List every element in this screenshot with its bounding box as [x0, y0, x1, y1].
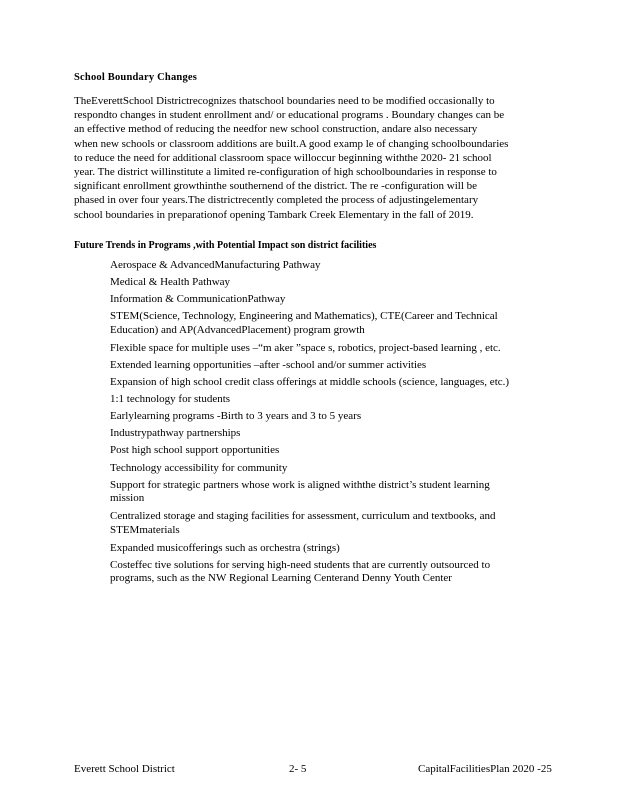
list-item [90, 359, 550, 372]
list-item [90, 510, 550, 537]
list-item [90, 393, 550, 406]
list-item-text [110, 342, 550, 355]
paragraph-line: when new schools or classroom additions are built.A good examp le of changing schoolboundaries [74, 137, 509, 150]
footer-document-title: CapitalFacilitiesPlan 2020 -25 [418, 763, 552, 775]
list-item-line: Industrypathway partnerships [110, 427, 241, 440]
list-item-line: STEMmaterials [110, 523, 180, 536]
list-item-text [110, 427, 550, 440]
list-item-line: Flexible space for multiple uses –“m aker ”space s, robotics, project-based learning , etc. [110, 341, 501, 354]
list-item-line: Technology accessibility for community [110, 461, 288, 474]
school-boundary-changes-paragraph [74, 94, 554, 222]
list-item [90, 342, 550, 355]
paragraph-line: significant enrollment growthinthe southernend of the district. The re -configuration will be [74, 180, 478, 193]
future-trends-list [90, 259, 550, 591]
list-item-line: Medical & Health Pathway [110, 276, 231, 289]
paragraph-line: school boundaries in preparationof opening Tambark Creek Elementary in the fall of 2019. [74, 208, 474, 221]
section-heading-school-boundary-changes: School Boundary Changes [74, 72, 198, 83]
list-item-text [110, 410, 550, 423]
list-item-text [110, 376, 550, 389]
list-item [90, 542, 550, 555]
list-item-text [110, 293, 550, 306]
paragraph-line: year. The district willinstitute a limited re-configuration of high schoolboundaries in response to [74, 166, 497, 179]
list-item-text [110, 559, 550, 586]
list-item-text [110, 462, 550, 475]
list-item-line: Earlylearning programs -Birth to 3 years and 3 to 5 years [110, 410, 362, 423]
list-item-line: Information & CommunicationPathway [110, 293, 286, 306]
paragraph-line: an effective method of reducing the needfor new school construction, andare also necessary [74, 123, 478, 136]
footer-page-number: 2- 5 [289, 763, 307, 775]
list-item-line: Expanded musicofferings such as orchestra (strings) [110, 541, 340, 554]
section-heading-future-trends: Future Trends in Programs ,with Potential Impact son district facilities [74, 240, 377, 251]
list-item-line: Support for strategic partners whose work is aligned withthe district’s student learning [110, 478, 490, 491]
footer-district-name: Everett School District [74, 763, 175, 775]
list-item [90, 559, 550, 586]
list-item-line: Costeffec tive solutions for serving high-need students that are currently outsourced to [110, 558, 491, 571]
list-item-text [110, 259, 550, 272]
paragraph-line: to reduce the need for additional classroom space willoccur beginning withthe 2020- 21 school [74, 151, 492, 164]
paragraph-line: phased in over four years.The districtrecently completed the process of adjustingelementary [74, 194, 479, 207]
list-item [90, 310, 550, 337]
list-item-line: Extended learning opportunities –after -school and/or summer activities [110, 358, 427, 371]
list-item-line: Aerospace & AdvancedManufacturing Pathway [110, 259, 321, 271]
list-item-text [110, 276, 550, 289]
list-item [90, 410, 550, 423]
list-item-text [110, 393, 550, 406]
list-item-text [110, 542, 550, 555]
list-item [90, 462, 550, 475]
list-item [90, 479, 550, 506]
list-item-line: Education) and AP(AdvancedPlacement) program growth [110, 323, 365, 336]
paragraph-line: TheEverettSchool Districtrecognizes thatschool boundaries need to be modified occasionally to [74, 95, 495, 107]
list-item [90, 444, 550, 457]
list-item-text [110, 510, 550, 537]
list-item-text [110, 444, 550, 457]
list-item-line: STEM(Science, Technology, Engineering and Mathematics), CTE(Career and Technical [110, 310, 498, 323]
list-item [90, 259, 550, 272]
list-item-text [110, 479, 550, 506]
list-item [90, 427, 550, 440]
list-item-line: programs, such as the NW Regional Learning Centerand Denny Youth Center [110, 572, 452, 585]
list-item [90, 276, 550, 289]
list-item-line: mission [110, 491, 145, 504]
list-item [90, 376, 550, 389]
list-item-text [110, 359, 550, 372]
list-item-text [110, 310, 550, 337]
list-item [90, 293, 550, 306]
list-item-line: Expansion of high school credit class offerings at middle schools (science, languages, etc.) [110, 376, 510, 389]
list-item-line: Centralized storage and staging facilities for assessment, curriculum and textbooks, and [110, 510, 496, 523]
list-item-line: Post high school support opportunities [110, 444, 280, 457]
paragraph-line: respondto changes in student enrollment and/ or educational programs . Boundary changes can be [74, 109, 505, 122]
list-item-line: 1:1 technology for students [110, 393, 231, 406]
